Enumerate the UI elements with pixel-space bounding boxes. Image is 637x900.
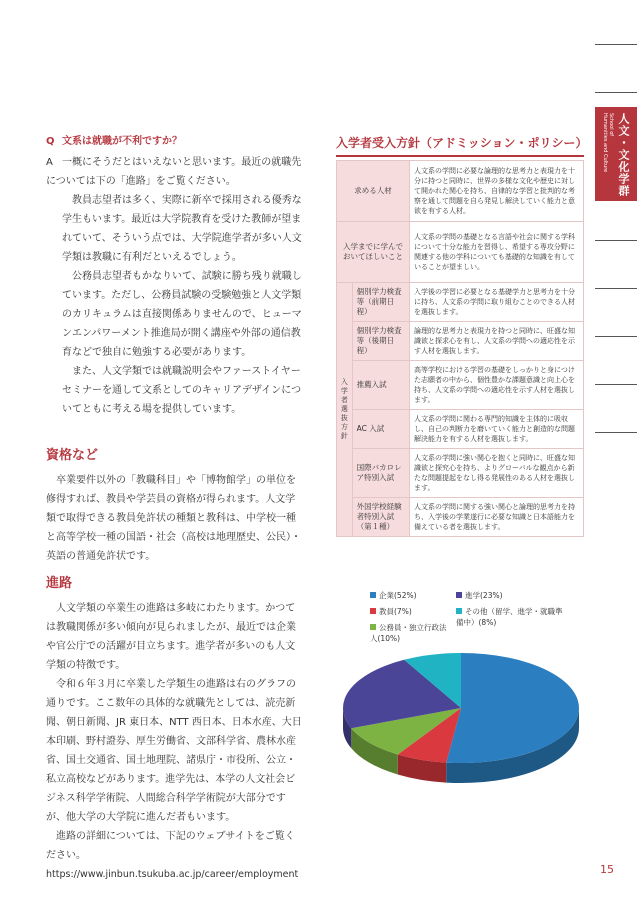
method-label: AC 入試 <box>352 410 409 449</box>
career-title: 進路 <box>46 576 73 591</box>
admission-policy <box>336 134 588 537</box>
legend-label: 教員(7%) <box>379 607 412 616</box>
section-tab <box>595 107 637 201</box>
edge-rule <box>595 432 637 433</box>
method-desc: 論理的な思考力と表現力を持つと同時に、旺盛な知識欲と探求心を有し、人文系の学問への適応性を示す人材を選抜します。 <box>410 322 584 361</box>
edge-rule <box>595 240 637 241</box>
table-row <box>337 322 584 361</box>
table-row <box>337 410 584 449</box>
career-url-link[interactable]: https://www.jinbun.tsukuba.ac.jp/career/employment <box>46 869 299 880</box>
edge-rule <box>595 384 637 385</box>
admission-policy-title: 入学者受入方針（アドミッション・ポリシー） <box>336 136 588 150</box>
legend-label: 企業(52%) <box>379 591 417 600</box>
admission-policy-table <box>336 160 584 537</box>
answer-p1: 一概にそうだとはいえないと思います。最近の就職先については下の「進路」をご覧ください。 <box>46 157 302 187</box>
legend-swatch <box>370 624 376 630</box>
table-row <box>337 361 584 410</box>
legend-swatch <box>456 608 462 614</box>
legend-item <box>456 606 566 628</box>
row-desc: 人文系の学問に必要な論理的な思考力と表現力を十分に持つと同時に、世界の多様な文化や歴史に対して開かれた関心を持ち、自律的な学習と批判的な考察を通して問題を自ら発見し解決していく能力と意欲を有する人材。 <box>410 161 584 222</box>
edge-rule <box>595 44 637 45</box>
answer-p4: また、人文学類では就職説明会やファーストイヤーセミナーを通して文系としてのキャリアデザインについてともに考える場を提供しています。 <box>62 366 302 415</box>
legend-label: その他（留学、進学・就職準備中）(8%) <box>456 607 563 627</box>
qualifications-title: 資格など <box>46 448 99 463</box>
method-label: 推薦入試 <box>352 361 409 410</box>
row-label: 入学までに学んでおいてほしいこと <box>337 222 410 283</box>
question-text: 文系は就職が不利ですか？ <box>62 136 182 147</box>
answer-body <box>46 191 304 419</box>
legend-item <box>370 622 450 644</box>
edge-rule <box>595 92 637 93</box>
career-p3: 進路の詳細については、下記のウェブサイトをご覧ください。 <box>46 831 295 861</box>
table-row <box>337 449 584 498</box>
row-desc: 人文系の学問の基礎となる言語や社会に関する学科について十分な能力を習得し、希望する専攻分野に関連する他の学科についても基礎的な知識を有していることが望ましい。 <box>410 222 584 283</box>
legend-item <box>370 606 412 617</box>
legend-label: 公務員・独立行政法人(10%) <box>370 623 447 643</box>
method-desc: 高等学校における学習の基礎をしっかりと身につけた志願者の中から、個性豊かな課題意識と向上心を持ち、人文系の学問への適応性を示す人材を選抜します。 <box>410 361 584 410</box>
table-row <box>337 498 584 537</box>
table-row <box>337 161 584 222</box>
method-desc: 人文系の学問に関わる専門的知識を主体的に吸収し、自己の判断力を磨いていく能力と創造的な問題解決能力を有する人材を選抜します。 <box>410 410 584 449</box>
answer-p2: 教員志望者は多く、実際に新卒で採用される優秀な学生もいます。最近は大学院教育を受けた教師が望まれていて、そういう点では、大学院進学者が多い人文学類は教職に有利だといえるでしょう。 <box>62 195 302 263</box>
edge-rule <box>595 288 637 289</box>
row-label: 求める人材 <box>337 161 410 222</box>
career-section <box>46 574 304 884</box>
legend-swatch <box>456 592 462 598</box>
section-tab-label: 人文・文化学群 <box>617 113 630 197</box>
qualifications-body: 卒業要件以外の「教職科目」や「博物館学」の単位を修得すれば、教員や学芸員の資格が得られます。人文学類で取得できる教員免許状の種類と教科は、中学校一種と高等学校一種の国語・社会（高校は地理歴史、公民）・英語の普通免許状です。 <box>46 475 301 562</box>
qa-block <box>46 132 304 419</box>
table-row <box>337 283 584 322</box>
answer-p3: 公務員志望者もかなりいて、試験に勝ち残り就職しています。ただし、公務員試験の受験勉強と人文学類のカリキュラムは直接関係ありませんので、ヒューマンエンパワーメント推進局が開く講座や外部の通信教育などで独自に勉強する必要があります。 <box>62 271 302 358</box>
qualifications-section <box>46 446 304 566</box>
a-mark: A <box>46 157 53 168</box>
method-desc: 入学後の学習に必要となる基礎学力と思考力を十分に持ち、人文系の学問に取り組むことのできる人材を選抜します。 <box>410 283 584 322</box>
table-row <box>337 222 584 283</box>
method-desc: 人文系の学問に強い関心を抱くと同時に、旺盛な知識欲と探究心を持ち、よりグローバルな観点から新たな問題提起をなし得る発展性のある人材を選抜します。 <box>410 449 584 498</box>
selection-policy-label: 入学者選抜方針 <box>337 283 353 537</box>
method-label: 個別学力検査等（前期日程） <box>352 283 409 322</box>
legend-swatch <box>370 608 376 614</box>
career-p1: 人文学類の卒業生の進路は多岐にわたります。かつては教職関係が多い傾向が見られましたが、最近では企業や官公庁での活躍が目立ちます。進学者が多いのも人文学類の特徴です。 <box>46 603 296 671</box>
legend-item <box>456 590 503 601</box>
question <box>46 132 304 151</box>
method-desc: 人文系の学問に関する強い関心と論理的思考力を持ち、入学後の学業遂行に必要な知識と日本語能力を備えている者を選抜します。 <box>410 498 584 537</box>
method-label: 国際バカロレア特別入試 <box>352 449 409 498</box>
career-pie-chart <box>336 650 586 790</box>
edge-rule <box>595 336 637 337</box>
method-label: 個別学力検査等（後期日程） <box>352 322 409 361</box>
legend-label: 進学(23%) <box>465 591 503 600</box>
career-p2: 令和６年３月に卒業した学類生の進路は右のグラフの通りです。ここ数年の具体的な就職先としては、読売新聞、朝日新聞、JR 東日本、NTT 西日本、日本水産、大日本印刷、野村證券、厚生労働省、文部科学省、農林水産省、国土交通省、国土地理院、諸県庁・市役所、公立・私立高校などがあります。進学先は、本学の人文社会ビジネス科学学術院、人間総合科学学術院が大部分ですが、他大学の大学院に進んだ者もいます。 <box>46 679 302 823</box>
method-label: 外国学校経験者特別入試（第１種） <box>352 498 409 537</box>
answer-first <box>46 153 304 191</box>
legend-item <box>370 590 417 601</box>
page-number: 15 <box>600 863 614 876</box>
legend-swatch <box>370 592 376 598</box>
section-tab-english: School of Humanities and Culture <box>602 113 614 173</box>
title-underline <box>336 155 584 157</box>
q-mark: Q <box>46 136 55 147</box>
